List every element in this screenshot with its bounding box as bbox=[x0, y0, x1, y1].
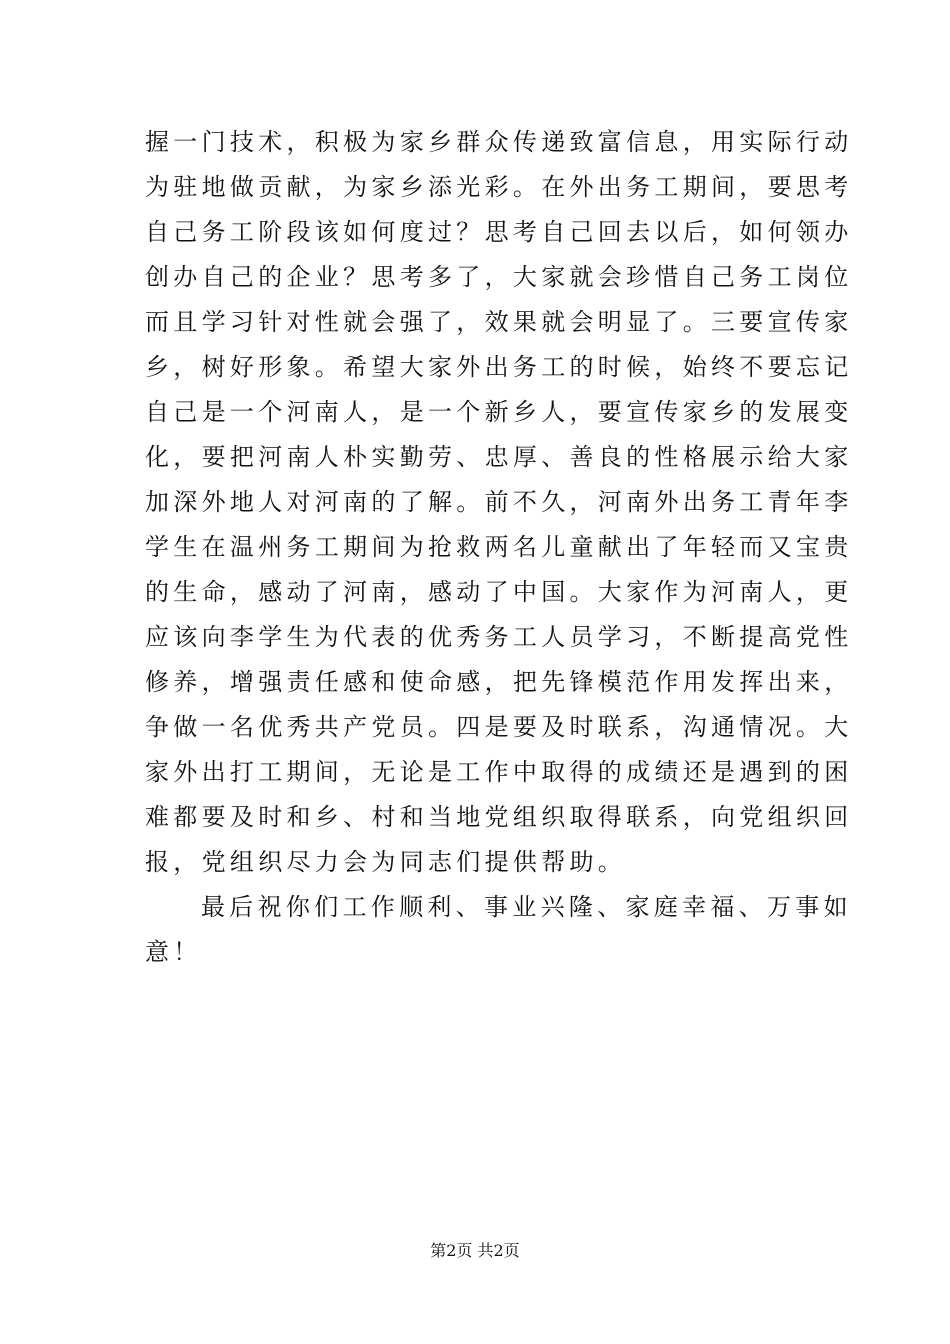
text-line: 化，要把河南人朴实勤劳、忠厚、善良的性格展示给大家 bbox=[145, 443, 853, 471]
text-line: 创办自己的企业？思考多了，大家就会珍惜自己务工岗位 bbox=[145, 263, 853, 291]
text-line: 而且学习针对性就会强了，效果就会明显了。三要宣传家 bbox=[145, 308, 853, 336]
paragraph-1 bbox=[145, 120, 853, 885]
document-body bbox=[145, 120, 853, 975]
text-line: 最后祝你们工作顺利、事业兴隆、家庭幸福、万事如 bbox=[201, 893, 852, 921]
paragraph-2 bbox=[145, 885, 852, 975]
text-line: 自己务工阶段该如何度过？思考自己回去以后，如何领办 bbox=[145, 218, 853, 246]
text-line: 修养，增强责任感和使命感，把先锋模范作用发挥出来， bbox=[145, 668, 853, 696]
text-line: 为驻地做贡献，为家乡添光彩。在外出务工期间，要思考 bbox=[145, 173, 853, 201]
page-footer bbox=[0, 1240, 950, 1262]
text-line: 握一门技术，积极为家乡群众传递致富信息，用实际行动 bbox=[145, 128, 853, 156]
text-line: 意！ bbox=[145, 938, 202, 966]
text-line: 学生在温州务工期间为抢救两名儿童献出了年轻而又宝贵 bbox=[145, 533, 853, 561]
text-line: 家外出打工期间，无论是工作中取得的成绩还是遇到的困 bbox=[145, 758, 853, 786]
text-line: 的生命，感动了河南，感动了中国。大家作为河南人，更 bbox=[145, 578, 853, 606]
text-line: 乡，树好形象。希望大家外出务工的时候，始终不要忘记 bbox=[145, 353, 853, 381]
text-line: 争做一名优秀共产党员。四是要及时联系，沟通情况。大 bbox=[145, 713, 853, 741]
text-line: 加深外地人对河南的了解。前不久，河南外出务工青年李 bbox=[145, 488, 853, 516]
text-line: 应该向李学生为代表的优秀务工人员学习，不断提高党性 bbox=[145, 623, 853, 651]
text-line: 自己是一个河南人，是一个新乡人，要宣传家乡的发展变 bbox=[145, 398, 853, 426]
page-number: 第2页 共2页 bbox=[430, 1241, 520, 1260]
text-line: 报，党组织尽力会为同志们提供帮助。 bbox=[145, 848, 627, 876]
text-line: 难都要及时和乡、村和当地党组织取得联系，向党组织回 bbox=[145, 803, 853, 831]
